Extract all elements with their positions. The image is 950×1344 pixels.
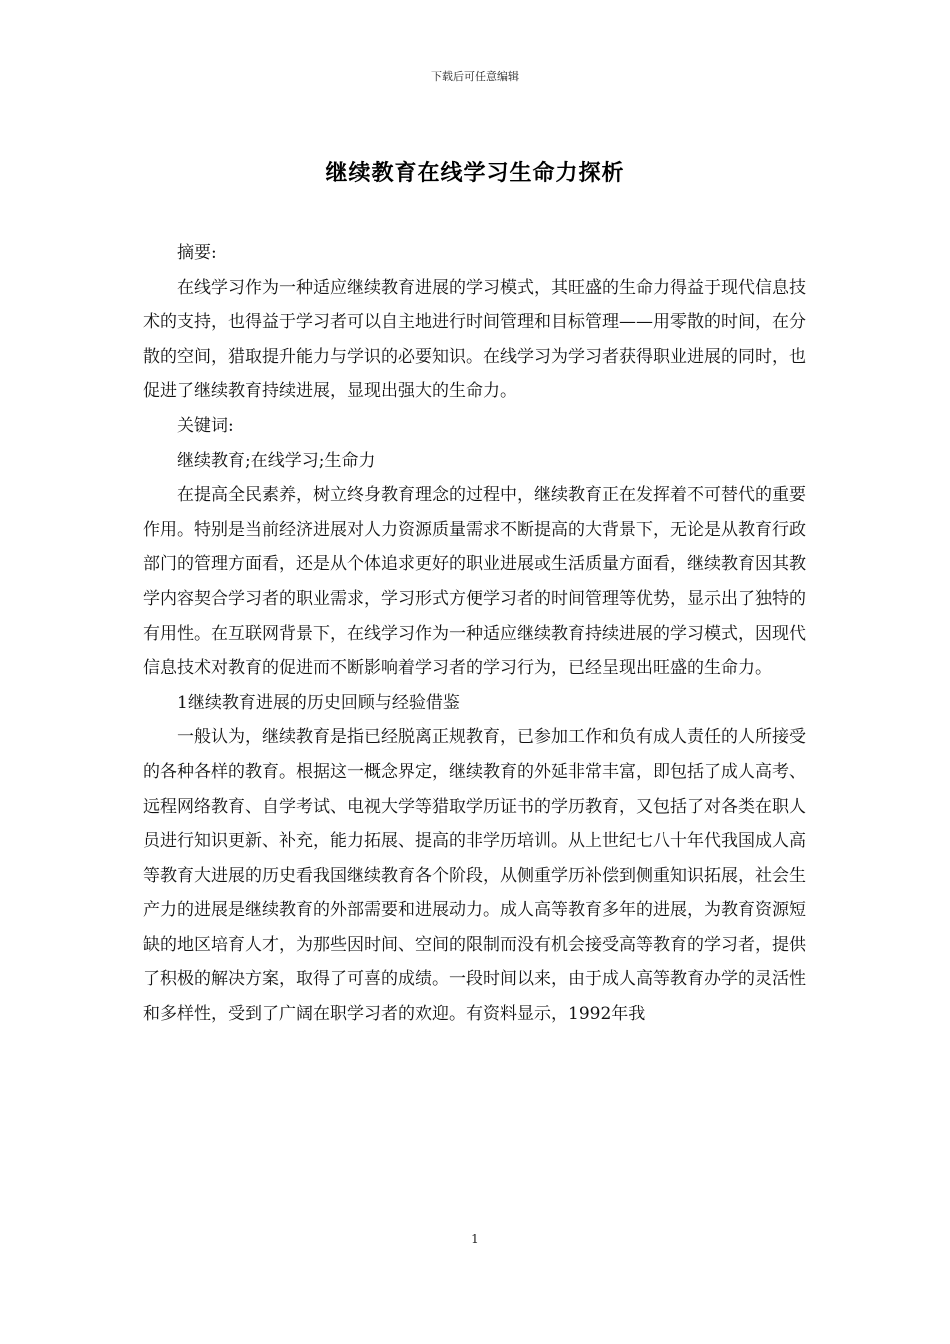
section-1-paragraph: 一般认为，继续教育是指已经脱离正规教育，已参加工作和负有成人责任的人所接受的各种各样的教育。根据这一概念界定，继续教育的外延非常丰富，即包括了成人高考、远程网络教育、自学考试、电视大学等猎取学历证书的学历教育，又包括了对各类在职人员进行知识更新、补充，能力拓展、提高的非学历培训。从上世纪七八十年代我国成人高等教育大进展的历史看我国继续教育各个阶段，从侧重学历补偿到侧重知识拓展，社会生产力的进展是继续教育的外部需要和进展动力。成人高等教育多年的进展，为教育资源短缺的地区培育人才，为那些因时间、空间的限制而没有机会接受高等教育的学习者，提供了积极的解决方案，取得了可喜的成绩。一段时间以来，由于成人高等教育办学的灵活性和多样性，受到了广阔在职学习者的欢迎。有资料显示，1992年我 [143,727,806,1025]
section-heading-1: 1继续教育进展的历史回顾与经验借鉴 [177,692,460,713]
keywords-label: 关键词: [177,415,234,436]
page-header: 下载后可任意编辑 [431,70,519,83]
keywords-text: 继续教育;在线学习;生命力 [177,450,376,471]
intro-paragraph: 在提高全民素养，树立终身教育理念的过程中，继续教育正在发挥着不可替代的重要作用。特别是当前经济进展对人力资源质量需求不断提高的大背景下，无论是从教育行政部门的管理方面看，还是从个体追求更好的职业进展或生活质量方面看，继续教育因其教学内容契合学习者的职业需求，学习形式方便学习者的时间管理等优势，显示出了独特的有用性。在互联网背景下，在线学习作为一种适应继续教育持续进展的学习模式，因现代信息技术对教育的促进而不断影响着学习者的学习行为，已经呈现出旺盛的生命力。 [143,485,806,679]
abstract-text: 在线学习作为一种适应继续教育进展的学习模式，其旺盛的生命力得益于现代信息技术的支持，也得益于学习者可以自主地进行时间管理和目标管理——用零散的时间，在分散的空间，猎取提升能力与学识的必要知识。在线学习为学习者获得职业进展的同时，也促进了继续教育持续进展，显现出强大的生命力。 [143,277,806,402]
page-number: 1 [471,1232,479,1246]
document-body [143,236,806,1032]
abstract-label: 摘要: [177,243,217,263]
document-title: 继续教育在线学习生命力探析 [325,161,625,186]
